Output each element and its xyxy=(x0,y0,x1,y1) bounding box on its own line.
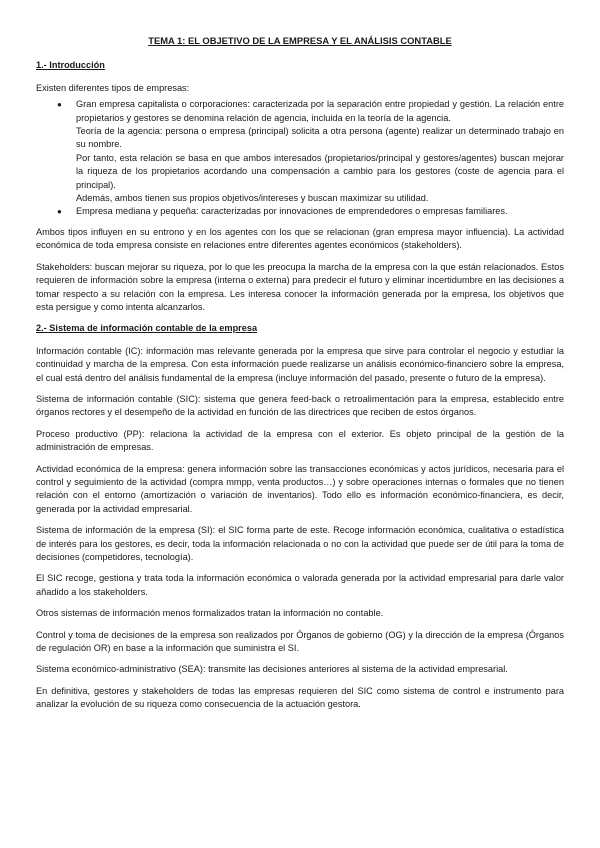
document-title: TEMA 1: EL OBJETIVO DE LA EMPRESA Y EL ANÁLISIS CONTABLE xyxy=(148,35,452,46)
paragraph: Control y toma de decisiones de la empresa son realizados por Órganos de gobierno (OG) y la dirección de la empresa (Órganos de regulación OR) en base a la información que suministra el SI. xyxy=(36,629,564,654)
paragraph: Stakeholders: buscan mejorar su riqueza, por lo que les preocupa la marcha de la empresa con la que están relacionados. Estos requieren de información sobre la empresa (interna o externa) para predecir el futuro y eliminar incertidumbre en las decisiones a tomar respecto a su relación con la empresa. Les interesa conocer la información generada por la empresa, los objetivos que esta persigue y como intenta alcanzarlos. xyxy=(36,261,564,312)
paragraph: Sistema de información contable (SIC): sistema que genera feed-back o retroalimentación para la empresa, establecido entre órganos rectores y el desempeño de la actividad en función de las directrices que reciben de estos órganos. xyxy=(36,393,564,418)
list-item xyxy=(36,98,564,205)
company-types-list xyxy=(36,98,564,219)
list-item-subtext: Además, ambos tienen sus propios objetivos/intereses y buscan maximizar su utilidad. xyxy=(76,193,429,204)
paragraph: Actividad económica de la empresa: genera información sobre las transacciones económicas y actos jurídicos, necesaria para el control y seguimiento de la actividad (compra mmpp, venta productos…) y sobre operaciones internas o formales que no tienen relación con el entorno (amortización o variación de inventarios). Todo ello es información económico-financiera, es decir, generada por la actividad empresarial. xyxy=(36,463,564,514)
paragraph: Sistema de información de la empresa (SI): el SIC forma parte de este. Recoge información económica, cualitativa o estadística de interés para los gestores, es decir, toda la información relacionada o no con la actividad que puede ser de útil para la toma de decisiones (competidores, tecnología). xyxy=(36,525,564,562)
paragraph: Ambos tipos influyen en su entrono y en los agentes con los que se relacionan (gran empresa mayor influencia). La actividad económica de toda empresa consiste en relaciones entre diferentes agentes económicos (stakeholders). xyxy=(36,226,564,251)
paragraph: Información contable (IC): información mas relevante generada por la empresa que sirve para controlar el negocio y estudiar la continuidad y marcha de la empresa. Con esta información puede realizarse un análisis económico-financiero sobre la empresa, el cual está dentro del análisis fundamental de la empresa (incluye información del pasado, presente o futuro de la empresa). xyxy=(36,345,564,383)
list-item-text: Gran empresa capitalista o corporaciones: caracterizada por la separación entre propiedad y gestión. La relación entre propietarios y gestores se denomina relación de agencia, incluida en la teoría de la agencia. xyxy=(76,99,564,123)
paragraph: El SIC recoge, gestiona y trata toda la información económica o valorada generada por la actividad empresarial para darle valor añadido a los stakeholders. xyxy=(36,573,564,597)
bullet-icon: ● xyxy=(57,100,62,110)
list-item-subtext: Por tanto, esta relación se basa en que ambos interesados (propietarios/principal y gestores/agentes) buscan mejorar la riqueza de los propietarios acordando una compensación a cambio para los gestores (coste de agencia para el principal). xyxy=(76,152,564,190)
paragraph: En definitiva, gestores y stakeholders de todas las empresas requieren del SIC como sistema de control e instrumento para analizar la evolución de su riqueza como consecuencia de la actuación gestora. xyxy=(36,685,564,710)
list-item-subtext: Teoría de la agencia: persona o empresa (principal) solicita a otra persona (agente) realizar un determinado trabajo en su nombre. xyxy=(76,126,564,150)
paragraph: Proceso productivo (PP): relaciona la actividad de la empresa con el exterior. Es objeto principal de la gestión de la administración de empresas. xyxy=(36,428,564,453)
section-heading-introduccion: 1.- Introducción xyxy=(36,60,105,71)
bullet-icon: ● xyxy=(57,207,62,217)
paragraph: Otros sistemas de información menos formalizados tratan la información no contable. xyxy=(36,608,384,619)
list-item xyxy=(36,205,564,218)
section-heading-sistema-informacion: 2.- Sistema de información contable de la empresa xyxy=(36,323,258,334)
intro-text: Existen diferentes tipos de empresas: xyxy=(36,82,190,93)
paragraph: Sistema económico-administrativo (SEA): transmite las decisiones anteriores al sistema de la actividad empresarial. xyxy=(36,664,508,675)
list-item-text: Empresa mediana y pequeña: caracterizadas por innovaciones de emprendedores o empresas familiares. xyxy=(76,206,508,217)
